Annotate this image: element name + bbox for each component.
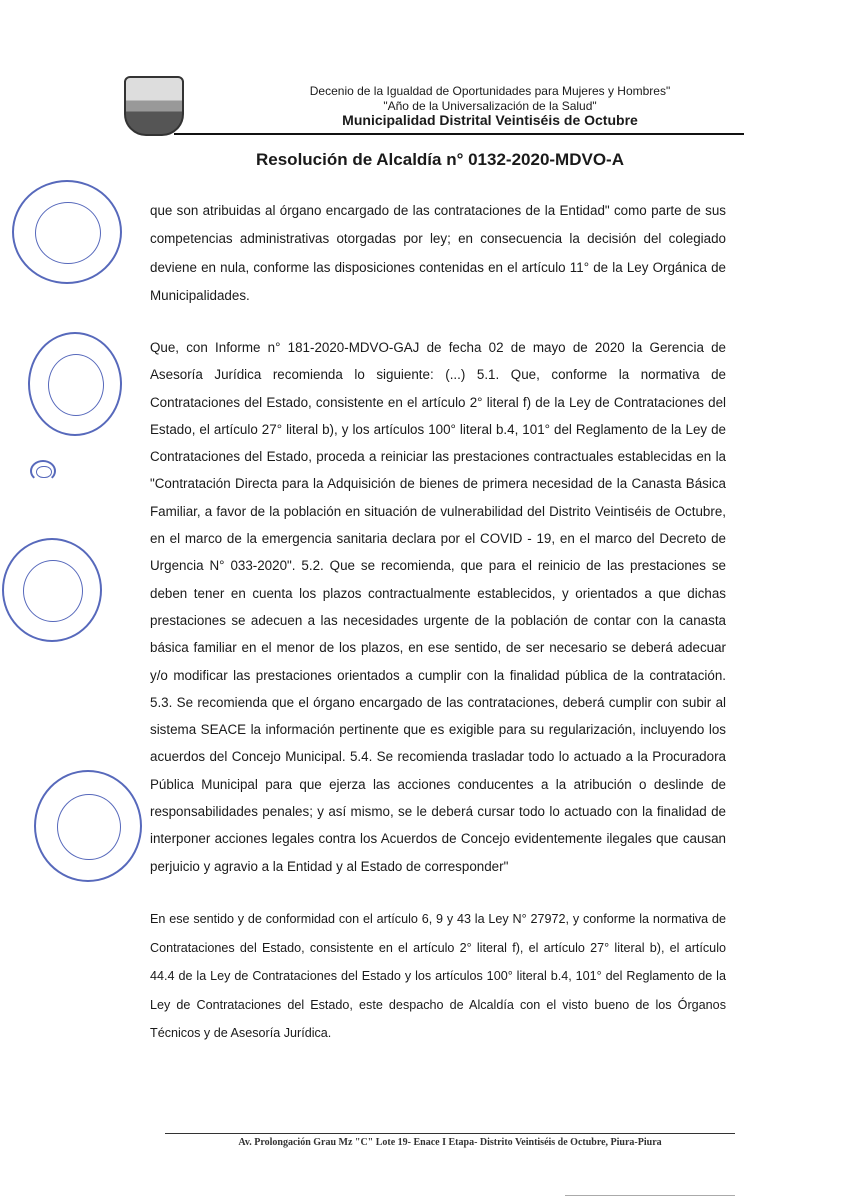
- footer-address: Av. Prolongación Grau Mz "C" Lote 19- Enace I Etapa- Distrito Veintiséis de Octubre, Piura-Piura: [238, 1137, 662, 1148]
- approval-stamp: [28, 332, 122, 436]
- header-institution: Municipalidad Distrital Veintiséis de Octubre: [342, 112, 638, 128]
- footer-divider: [565, 1195, 735, 1196]
- document-title: Resolución de Alcaldía n° 0132-2020-MDVO-A: [256, 150, 624, 169]
- header-year: "Año de la Universalización de la Salud": [383, 99, 597, 113]
- paragraph: que son atribuidas al órgano encargado de las contrataciones de la Entidad" como parte de sus competencias administrativas otorgadas por ley; en consecuencia la decisión del colegiado deviene en nula, conforme las disposiciones contenidas en el artículo 11° de la Ley Orgánica de Municipalidades.: [150, 203, 726, 304]
- approval-stamp: [34, 770, 142, 882]
- header-divider: [174, 133, 744, 135]
- approval-stamp: [12, 180, 122, 284]
- municipal-crest-icon: [124, 76, 184, 136]
- paragraph: En ese sentido y de conformidad con el artículo 6, 9 y 43 la Ley N° 27972, y conforme la normativa de Contrataciones del Estado, consistente en el artículo 2° literal f), el artículo 27° literal b), el artículo 44.4 de la Ley de Contrataciones del Estado y los artículos 100° literal b.4, 101° del Reglamento de la Ley de Contrataciones del Estado, este despacho de Alcaldía con el visto bueno de los Órganos Técnicos y de Asesoría Jurídica.: [150, 912, 726, 1040]
- footer-divider: [165, 1133, 735, 1134]
- paragraph: Que, con Informe n° 181-2020-MDVO-GAJ de fecha 02 de mayo de 2020 la Gerencia de Asesoría Jurídica recomienda lo siguiente: (...) 5.1. Que, conforme la normativa de Contrataciones del Estado, consistente en el artículo 2° literal f) de la Ley de Contrataciones del Estado, el artículo 27° literal b), y los artículos 100° literal b.4, 101° del Reglamento de la Ley de Contrataciones del Estado, proceda a reiniciar las prestaciones contractuales establecidas en la "Contratación Directa para la Adquisición de bienes de primera necesidad de la Canasta Básica Familiar, a favor de la población en situación de vulnerabilidad del Distrito Veintiséis de Octubre, en el marco de la emergencia sanitaria declara por el COVID - 19, en el marco del Decreto de Urgencia N° 033-2020". 5.2. Que se recomienda, que para el reinicio de las prestaciones se deben tener en cuenta los plazos contractualmente establecidos, y orientados a que dichas prestaciones se adecuen a las necesidades urgente de la población de contar con la canasta básica familiar en el menor de los plazos, en ese sentido, de ser necesario se deberá adecuar y/o modificar las prestaciones orientados a cumplir con la finalidad pública de la contratación. 5.3. Se recomienda que el órgano encargado de las contrataciones, deberá cumplir con subir al sistema SEACE la información pertinente que es exigible para su regularización, incluyendo los acuerdos del Concejo Municipal. 5.4. Se recomienda trasladar todo lo actuado a la Procuradora Pública Municipal para que ejerza las acciones conducentes a la atribución o deslinde de responsabilidades penales; y así mismo, se le deberá cursar todo lo actuado con la finalidad de interponer acciones legales contra los Acuerdos de Concejo evidentemente ilegales que causan perjuicio y agravio a la Entidad y al Estado de corresponder": [150, 340, 726, 874]
- header-decade: Decenio de la Igualdad de Oportunidades para Mujeres y Hombres": [309, 84, 671, 98]
- approval-stamp: [2, 538, 102, 642]
- stamp-fragment: [30, 460, 56, 482]
